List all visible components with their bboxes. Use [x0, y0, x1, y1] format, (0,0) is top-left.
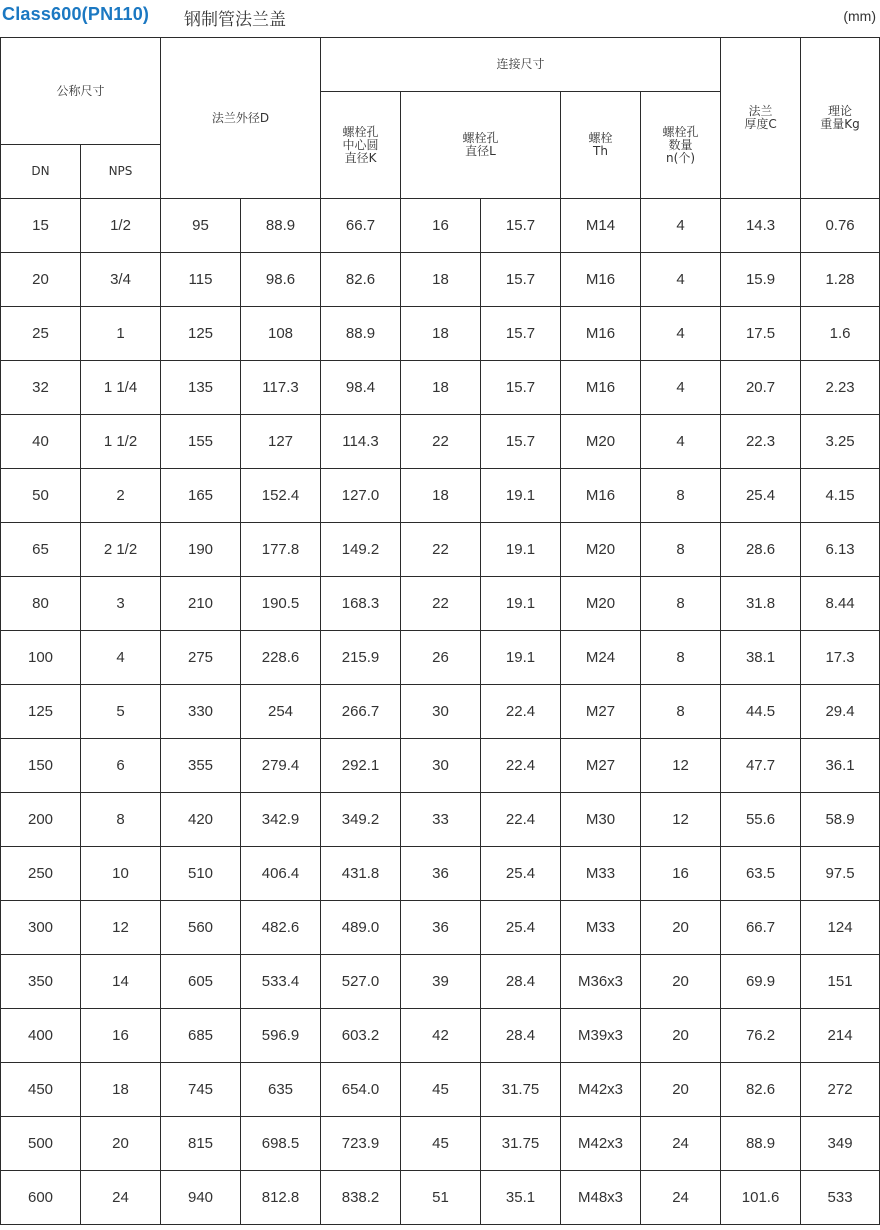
cell-bolt-th: M16 [561, 361, 641, 415]
table-row [1, 253, 880, 307]
cell-bolt-circle: 82.6 [321, 253, 401, 307]
cell-dn: 25 [1, 307, 81, 361]
cell-flange-od-a: 190 [161, 523, 241, 577]
cell-thickness: 55.6 [721, 793, 801, 847]
cell-bolt-hole-a: 45 [401, 1117, 481, 1171]
table-row [1, 1063, 880, 1117]
cell-thickness: 14.3 [721, 199, 801, 253]
cell-bolt-circle: 654.0 [321, 1063, 401, 1117]
cell-bolt-circle: 149.2 [321, 523, 401, 577]
header-dn: DN [1, 145, 81, 199]
cell-flange-od-b: 596.9 [241, 1009, 321, 1063]
cell-flange-od-a: 95 [161, 199, 241, 253]
cell-bolt-count: 12 [641, 793, 721, 847]
table-row [1, 469, 880, 523]
cell-dn: 50 [1, 469, 81, 523]
cell-flange-od-b: 190.5 [241, 577, 321, 631]
table-row [1, 415, 880, 469]
cell-thickness: 20.7 [721, 361, 801, 415]
cell-weight: 29.4 [801, 685, 880, 739]
cell-bolt-count: 4 [641, 307, 721, 361]
cell-bolt-th: M30 [561, 793, 641, 847]
table-row [1, 361, 880, 415]
cell-weight: 8.44 [801, 577, 880, 631]
cell-bolt-count: 20 [641, 1063, 721, 1117]
cell-dn: 250 [1, 847, 81, 901]
cell-bolt-count: 4 [641, 253, 721, 307]
cell-flange-od-b: 127 [241, 415, 321, 469]
cell-thickness: 38.1 [721, 631, 801, 685]
cell-bolt-hole-a: 22 [401, 577, 481, 631]
cell-bolt-hole-b: 19.1 [481, 523, 561, 577]
cell-flange-od-b: 482.6 [241, 901, 321, 955]
cell-bolt-th: M33 [561, 901, 641, 955]
table-row [1, 847, 880, 901]
cell-bolt-circle: 527.0 [321, 955, 401, 1009]
cell-bolt-th: M16 [561, 253, 641, 307]
cell-nps: 4 [81, 631, 161, 685]
cell-nps: 1/2 [81, 199, 161, 253]
cell-dn: 100 [1, 631, 81, 685]
cell-bolt-count: 8 [641, 577, 721, 631]
cell-dn: 150 [1, 739, 81, 793]
table-row [1, 955, 880, 1009]
cell-flange-od-a: 210 [161, 577, 241, 631]
cell-bolt-th: M33 [561, 847, 641, 901]
table-header [1, 38, 880, 199]
cell-dn: 32 [1, 361, 81, 415]
cell-bolt-th: M14 [561, 199, 641, 253]
cell-bolt-hole-a: 18 [401, 307, 481, 361]
header-bolt-count: 螺栓孔 数量 n(个) [641, 92, 721, 199]
cell-bolt-hole-b: 22.4 [481, 685, 561, 739]
cell-thickness: 31.8 [721, 577, 801, 631]
cell-dn: 80 [1, 577, 81, 631]
cell-bolt-count: 8 [641, 469, 721, 523]
cell-flange-od-a: 940 [161, 1171, 241, 1225]
table-title: Class600(PN110) [2, 4, 150, 24]
cell-bolt-hole-a: 30 [401, 685, 481, 739]
cell-bolt-th: M16 [561, 469, 641, 523]
cell-nps: 1 1/2 [81, 415, 161, 469]
cell-dn: 65 [1, 523, 81, 577]
header-bolt-circle: 螺栓孔 中心圆 直径K [321, 92, 401, 199]
cell-flange-od-a: 275 [161, 631, 241, 685]
cell-bolt-circle: 66.7 [321, 199, 401, 253]
cell-bolt-count: 8 [641, 523, 721, 577]
cell-weight: 151 [801, 955, 880, 1009]
cell-nps: 1 [81, 307, 161, 361]
cell-flange-od-b: 228.6 [241, 631, 321, 685]
cell-flange-od-a: 685 [161, 1009, 241, 1063]
cell-bolt-hole-a: 22 [401, 523, 481, 577]
cell-weight: 2.23 [801, 361, 880, 415]
cell-bolt-th: M42x3 [561, 1117, 641, 1171]
cell-flange-od-a: 155 [161, 415, 241, 469]
cell-bolt-th: M36x3 [561, 955, 641, 1009]
cell-flange-od-b: 254 [241, 685, 321, 739]
cell-bolt-hole-b: 15.7 [481, 361, 561, 415]
cell-weight: 0.76 [801, 199, 880, 253]
cell-flange-od-b: 88.9 [241, 199, 321, 253]
cell-weight: 124 [801, 901, 880, 955]
cell-thickness: 76.2 [721, 1009, 801, 1063]
table-row [1, 631, 880, 685]
cell-flange-od-a: 135 [161, 361, 241, 415]
header-weight: 理论 重量Kg [801, 38, 880, 199]
cell-dn: 40 [1, 415, 81, 469]
cell-bolt-hole-b: 35.1 [481, 1171, 561, 1225]
cell-flange-od-b: 698.5 [241, 1117, 321, 1171]
cell-nps: 24 [81, 1171, 161, 1225]
cell-dn: 200 [1, 793, 81, 847]
cell-bolt-hole-b: 28.4 [481, 955, 561, 1009]
cell-bolt-hole-b: 31.75 [481, 1117, 561, 1171]
cell-weight: 58.9 [801, 793, 880, 847]
table-row [1, 199, 880, 253]
table-row [1, 793, 880, 847]
table-row [1, 523, 880, 577]
cell-dn: 500 [1, 1117, 81, 1171]
cell-bolt-hole-a: 45 [401, 1063, 481, 1117]
cell-flange-od-a: 165 [161, 469, 241, 523]
cell-bolt-circle: 838.2 [321, 1171, 401, 1225]
cell-bolt-count: 12 [641, 739, 721, 793]
cell-thickness: 69.9 [721, 955, 801, 1009]
header-bolt-th: 螺栓 Th [561, 92, 641, 199]
cell-flange-od-a: 605 [161, 955, 241, 1009]
cell-bolt-hole-b: 15.7 [481, 199, 561, 253]
cell-bolt-hole-b: 25.4 [481, 847, 561, 901]
table-row [1, 1171, 880, 1225]
cell-bolt-hole-b: 19.1 [481, 469, 561, 523]
cell-nps: 3/4 [81, 253, 161, 307]
cell-flange-od-a: 560 [161, 901, 241, 955]
cell-thickness: 44.5 [721, 685, 801, 739]
cell-thickness: 47.7 [721, 739, 801, 793]
cell-thickness: 15.9 [721, 253, 801, 307]
cell-bolt-hole-b: 19.1 [481, 577, 561, 631]
cell-bolt-hole-a: 42 [401, 1009, 481, 1063]
cell-bolt-count: 4 [641, 361, 721, 415]
cell-nps: 20 [81, 1117, 161, 1171]
cell-bolt-hole-a: 26 [401, 631, 481, 685]
header-nps: NPS [81, 145, 161, 199]
cell-bolt-hole-b: 19.1 [481, 631, 561, 685]
cell-flange-od-b: 177.8 [241, 523, 321, 577]
cell-nps: 8 [81, 793, 161, 847]
cell-bolt-th: M20 [561, 577, 641, 631]
cell-bolt-hole-b: 22.4 [481, 793, 561, 847]
cell-bolt-circle: 292.1 [321, 739, 401, 793]
cell-bolt-hole-a: 30 [401, 739, 481, 793]
cell-bolt-hole-b: 31.75 [481, 1063, 561, 1117]
header-bolt-hole-dia: 螺栓孔 直径L [401, 92, 561, 199]
header-flange-od: 法兰外径D [161, 38, 321, 199]
cell-thickness: 88.9 [721, 1117, 801, 1171]
cell-flange-od-a: 745 [161, 1063, 241, 1117]
cell-bolt-hole-a: 51 [401, 1171, 481, 1225]
cell-bolt-circle: 723.9 [321, 1117, 401, 1171]
cell-bolt-hole-a: 36 [401, 847, 481, 901]
cell-dn: 300 [1, 901, 81, 955]
cell-nps: 10 [81, 847, 161, 901]
cell-dn: 125 [1, 685, 81, 739]
cell-nps: 2 [81, 469, 161, 523]
cell-bolt-th: M20 [561, 415, 641, 469]
cell-weight: 36.1 [801, 739, 880, 793]
cell-dn: 600 [1, 1171, 81, 1225]
cell-bolt-count: 20 [641, 901, 721, 955]
table-subtitle: 钢制管法兰盖 [184, 10, 286, 30]
cell-dn: 400 [1, 1009, 81, 1063]
cell-flange-od-a: 815 [161, 1117, 241, 1171]
cell-weight: 349 [801, 1117, 880, 1171]
cell-flange-od-b: 279.4 [241, 739, 321, 793]
cell-flange-od-b: 635 [241, 1063, 321, 1117]
cell-bolt-th: M24 [561, 631, 641, 685]
cell-thickness: 101.6 [721, 1171, 801, 1225]
cell-bolt-count: 24 [641, 1117, 721, 1171]
cell-bolt-count: 4 [641, 415, 721, 469]
cell-bolt-hole-a: 36 [401, 901, 481, 955]
cell-bolt-count: 24 [641, 1171, 721, 1225]
cell-flange-od-a: 115 [161, 253, 241, 307]
table-row [1, 739, 880, 793]
cell-thickness: 63.5 [721, 847, 801, 901]
cell-weight: 97.5 [801, 847, 880, 901]
cell-thickness: 22.3 [721, 415, 801, 469]
cell-weight: 533 [801, 1171, 880, 1225]
cell-bolt-circle: 489.0 [321, 901, 401, 955]
cell-bolt-circle: 431.8 [321, 847, 401, 901]
cell-bolt-th: M39x3 [561, 1009, 641, 1063]
cell-bolt-circle: 114.3 [321, 415, 401, 469]
cell-bolt-th: M48x3 [561, 1171, 641, 1225]
flange-spec-table [0, 37, 880, 1225]
table-row [1, 1117, 880, 1171]
cell-weight: 3.25 [801, 415, 880, 469]
cell-bolt-circle: 88.9 [321, 307, 401, 361]
cell-bolt-hole-a: 18 [401, 253, 481, 307]
cell-bolt-circle: 168.3 [321, 577, 401, 631]
cell-weight: 214 [801, 1009, 880, 1063]
table-row [1, 307, 880, 361]
cell-bolt-count: 20 [641, 1009, 721, 1063]
cell-flange-od-b: 342.9 [241, 793, 321, 847]
table-row [1, 577, 880, 631]
cell-dn: 350 [1, 955, 81, 1009]
cell-bolt-th: M16 [561, 307, 641, 361]
cell-bolt-hole-a: 22 [401, 415, 481, 469]
cell-weight: 17.3 [801, 631, 880, 685]
cell-nps: 14 [81, 955, 161, 1009]
cell-flange-od-b: 812.8 [241, 1171, 321, 1225]
cell-bolt-hole-b: 28.4 [481, 1009, 561, 1063]
cell-bolt-circle: 603.2 [321, 1009, 401, 1063]
cell-flange-od-b: 406.4 [241, 847, 321, 901]
cell-nps: 18 [81, 1063, 161, 1117]
cell-bolt-circle: 98.4 [321, 361, 401, 415]
cell-thickness: 28.6 [721, 523, 801, 577]
cell-dn: 15 [1, 199, 81, 253]
cell-bolt-circle: 349.2 [321, 793, 401, 847]
table-row [1, 685, 880, 739]
cell-flange-od-b: 98.6 [241, 253, 321, 307]
table-row [1, 1009, 880, 1063]
cell-bolt-circle: 215.9 [321, 631, 401, 685]
cell-thickness: 25.4 [721, 469, 801, 523]
cell-dn: 20 [1, 253, 81, 307]
cell-nps: 5 [81, 685, 161, 739]
cell-flange-od-b: 533.4 [241, 955, 321, 1009]
cell-bolt-hole-b: 25.4 [481, 901, 561, 955]
cell-thickness: 66.7 [721, 901, 801, 955]
cell-bolt-hole-b: 15.7 [481, 253, 561, 307]
cell-thickness: 17.5 [721, 307, 801, 361]
cell-bolt-hole-a: 33 [401, 793, 481, 847]
cell-bolt-th: M20 [561, 523, 641, 577]
header-connection: 连接尺寸 [321, 38, 721, 92]
header-nominal-size: 公称尺寸 [1, 38, 161, 145]
cell-bolt-hole-b: 22.4 [481, 739, 561, 793]
cell-bolt-count: 8 [641, 685, 721, 739]
table-row [1, 901, 880, 955]
cell-flange-od-a: 125 [161, 307, 241, 361]
title-bar [0, 0, 880, 36]
cell-flange-od-a: 510 [161, 847, 241, 901]
cell-nps: 3 [81, 577, 161, 631]
cell-flange-od-b: 117.3 [241, 361, 321, 415]
cell-flange-od-a: 355 [161, 739, 241, 793]
cell-nps: 12 [81, 901, 161, 955]
cell-bolt-count: 8 [641, 631, 721, 685]
cell-flange-od-b: 152.4 [241, 469, 321, 523]
cell-bolt-th: M27 [561, 739, 641, 793]
cell-bolt-circle: 127.0 [321, 469, 401, 523]
cell-thickness: 82.6 [721, 1063, 801, 1117]
header-thickness: 法兰 厚度C [721, 38, 801, 199]
cell-bolt-hole-a: 16 [401, 199, 481, 253]
cell-bolt-count: 16 [641, 847, 721, 901]
cell-flange-od-a: 420 [161, 793, 241, 847]
cell-bolt-hole-a: 18 [401, 361, 481, 415]
cell-bolt-circle: 266.7 [321, 685, 401, 739]
cell-nps: 6 [81, 739, 161, 793]
cell-weight: 1.28 [801, 253, 880, 307]
cell-bolt-hole-a: 39 [401, 955, 481, 1009]
cell-nps: 16 [81, 1009, 161, 1063]
cell-bolt-count: 4 [641, 199, 721, 253]
cell-nps: 2 1/2 [81, 523, 161, 577]
cell-bolt-hole-b: 15.7 [481, 307, 561, 361]
cell-dn: 450 [1, 1063, 81, 1117]
cell-bolt-count: 20 [641, 955, 721, 1009]
cell-flange-od-a: 330 [161, 685, 241, 739]
cell-weight: 1.6 [801, 307, 880, 361]
cell-bolt-hole-a: 18 [401, 469, 481, 523]
cell-flange-od-b: 108 [241, 307, 321, 361]
cell-bolt-th: M42x3 [561, 1063, 641, 1117]
cell-bolt-hole-b: 15.7 [481, 415, 561, 469]
cell-nps: 1 1/4 [81, 361, 161, 415]
cell-weight: 272 [801, 1063, 880, 1117]
table-body [1, 199, 880, 1225]
cell-weight: 6.13 [801, 523, 880, 577]
cell-bolt-th: M27 [561, 685, 641, 739]
cell-weight: 4.15 [801, 469, 880, 523]
unit-label: (mm) [843, 8, 876, 24]
